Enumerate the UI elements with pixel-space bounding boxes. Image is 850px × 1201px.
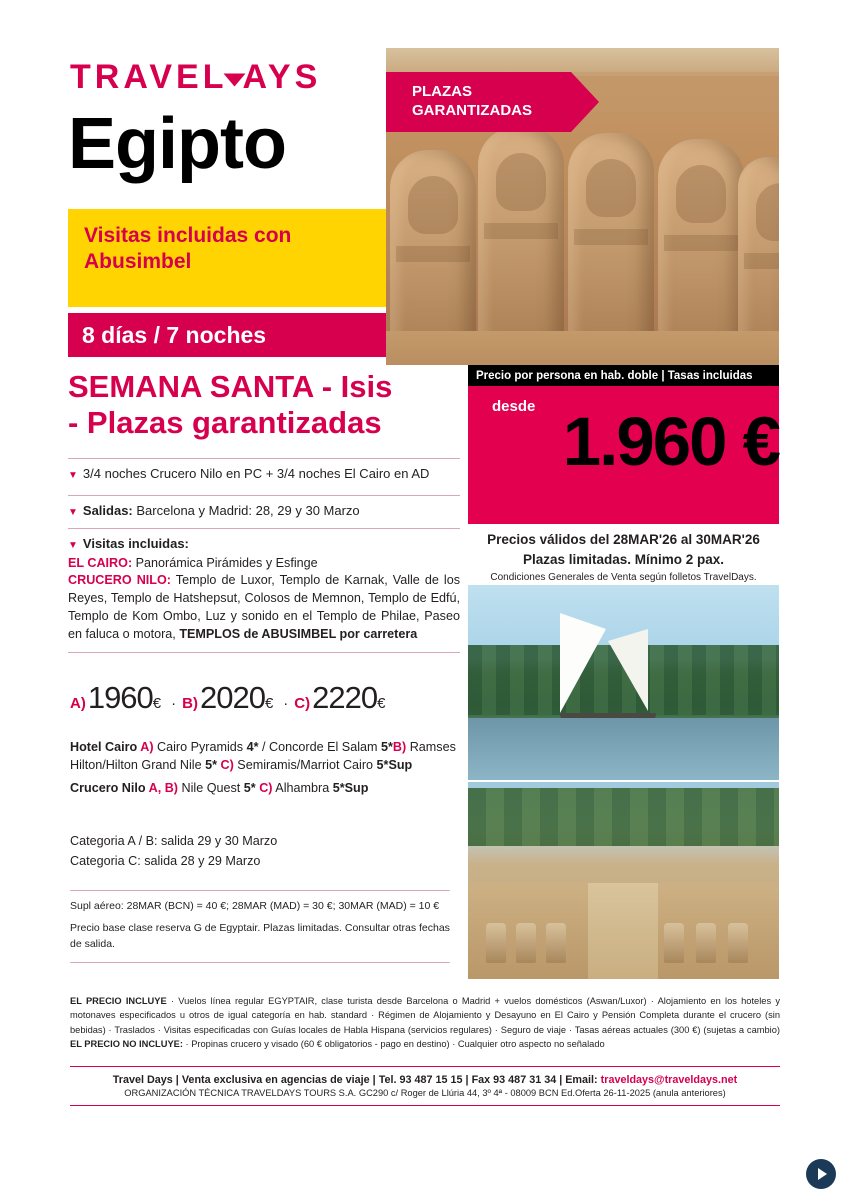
includes-paragraph — [70, 994, 780, 1052]
hotel-cairo-star-4: 5*Sup — [376, 758, 413, 773]
hotel-cairo-opt-c: C) — [217, 758, 234, 773]
includes-label: EL PRECIO INCLUYE — [70, 996, 167, 1006]
divider — [70, 890, 450, 891]
footer-rest: | Fax 93 487 31 34 | Email: — [462, 1074, 601, 1086]
divider — [70, 1066, 780, 1067]
price-option-label-b: B) — [182, 695, 198, 712]
triangle-icon — [224, 73, 246, 86]
supplement-line-1: Supl aéreo: 28MAR (BCN) = 40 €; 28MAR (MAD) = 30 €; 30MAR (MAD) = 10 € — [70, 900, 440, 912]
sphinx-statue — [728, 923, 748, 963]
play-icon[interactable] — [806, 1159, 836, 1189]
departures-value: Barcelona y Madrid: 28, 29 y 30 Marzo — [132, 503, 360, 518]
detail-nights-text: 3/4 noches Crucero Nilo en PC + 3/4 noches El Cairo en AD — [82, 466, 430, 481]
supplement-line-2: Precio base clase reserva G de Egyptair. Plazas limitadas. Consultar otras fechas de salida. — [70, 921, 450, 950]
hotel-cairo-star-3: 5* — [205, 758, 217, 773]
footer-phone: 93 487 15 15 — [399, 1074, 463, 1086]
hotel-cairo-line-3: Semiramis/Marriot Cairo — [233, 758, 377, 773]
visits-cruise-label: CRUCERO NILO: — [68, 573, 171, 588]
validity-line-1: Precios válidos del 28MAR'26 al 30MAR'26 — [487, 532, 760, 547]
footer-contact-line — [70, 1074, 780, 1086]
brand-logo — [70, 58, 321, 97]
divider — [70, 1105, 780, 1106]
hotels-block — [70, 738, 462, 797]
price-option-currency-b: € — [264, 695, 274, 712]
price-options-row — [70, 680, 470, 716]
highlight-line-1: Visitas incluidas con — [84, 224, 292, 247]
statue-figure — [478, 127, 564, 365]
cruise-text-2: Alhambra — [272, 780, 333, 795]
visits-cruise-text: Templo de Luxor, Templo de Karnak, Valle de los Reyes, Templo de Hatshepsut, Colosos de Memnon, Templo de Edfú, Templo de Kom Ombo, Luz y sonido en el Templo de Philae, Paseo en faluca o motora, — [68, 573, 460, 642]
hotel-cairo-text: Cairo Pyramids — [153, 740, 247, 754]
price-box — [468, 386, 779, 524]
visits-title: Visitas incluidas: — [82, 536, 189, 551]
flag-line-1: PLAZAS — [412, 83, 472, 101]
price-option-value-b: 2020 — [199, 680, 265, 715]
visits-cruise-highlight: TEMPLOS de ABUSIMBEL por carretera — [179, 627, 418, 642]
departures-label: Salidas: — [82, 503, 133, 518]
footer-company: Travel Days | Venta exclusiva en agencias de viaje | Tel. — [112, 1074, 400, 1086]
categories-block — [70, 831, 462, 871]
includes-text: · Vuelos línea regular EGYPTAIR, clase turista desde Barcelona o Madrid + vuelos domésticos (Aswan/Luxor) · Alojamiento en los hoteles y motonaves especificados u otros de igual categoría en hab. standard · Régimen de Alojamiento y Desayuno en El Cairo y Pensión Completa durante el crucero (sin bebidas) · Traslados · Visitas especificadas con Guías locales de Habla Hispana (servicios regulares) · Seguro de viaje · Tasas aéreas actuales (300 €) (sujetas a cambio) — [70, 996, 781, 1035]
price-option-currency-a: € — [152, 695, 162, 712]
page-title: Egipto — [68, 104, 286, 184]
bullet-icon: ▼ — [68, 540, 78, 551]
category-line-1: Categoria A / B: salida 29 y 30 Marzo — [70, 834, 278, 848]
guaranteed-places-flag — [386, 72, 571, 132]
water-layer — [468, 718, 779, 780]
price-option-label-a: A) — [70, 695, 86, 712]
cruise-line — [70, 779, 462, 797]
visits-cairo-label: EL CAIRO: — [68, 555, 133, 570]
excludes-label: EL PRECIO NO INCLUYE: — [70, 1039, 183, 1050]
offer-headline-line-2: - Plazas garantizadas — [68, 404, 382, 440]
cruise-text: Nile Quest — [178, 780, 244, 795]
detail-nights-block — [68, 458, 460, 483]
sphinx-avenue-photo — [468, 782, 779, 979]
supplements-block — [70, 890, 450, 963]
cruise-opt-ab: A, B) — [145, 780, 178, 795]
offer-headline-line-1: SEMANA SANTA - Isis — [68, 369, 393, 404]
sphinx-statue — [664, 923, 684, 963]
triangle-icon — [818, 1168, 827, 1180]
excludes-text: · Propinas crucero y visado (60 € obligatorios - pago en destino) · Cualquier otro aspecto no señalado — [182, 1039, 605, 1050]
footer — [70, 1066, 780, 1106]
cruise-title: Crucero Nilo — [70, 780, 146, 795]
cruise-star-1: 5* — [243, 780, 256, 795]
sail-shape — [560, 613, 606, 713]
price-option-value-a: 1960 — [87, 680, 153, 715]
sphinx-statue — [486, 923, 506, 963]
detail-departures-block — [68, 495, 460, 520]
duration-bar: 8 días / 7 noches — [68, 313, 386, 357]
palm-band — [468, 788, 779, 846]
footer-legal: ORGANIZACIÓN TÉCNICA TRAVELDAYS TOURS S.A. GC290 c/ Roger de Llúria 44, 3º 4ª - 08009 BCN Ed.Oferta 26-11-2025 (anula anteriores) — [124, 1088, 726, 1098]
brand-logo-text-1: TRAVEL — [70, 58, 228, 96]
divider — [70, 962, 450, 963]
sphinx-statue — [516, 923, 536, 963]
hotel-cairo-line-2: Ramses Hilton/Hilton Grand Nile — [70, 740, 456, 773]
separator-dot: · — [283, 695, 289, 712]
offer-headline — [68, 369, 460, 440]
visits-cairo — [68, 555, 460, 573]
category-line-2: Categoria C: salida 28 y 29 Marzo — [70, 854, 261, 869]
validity-block — [468, 530, 779, 583]
highlight-box — [68, 209, 386, 307]
hotel-cairo-star-1: 4* — [246, 740, 259, 754]
visits-cairo-text: Panorámica Pirámides y Esfinge — [132, 555, 318, 570]
detail-visits-block — [68, 528, 460, 653]
price-header-bar: Precio por persona en hab. doble | Tasas incluidas — [468, 365, 779, 386]
separator-dot: · — [171, 695, 177, 712]
sphinx-statue — [696, 923, 716, 963]
sand-layer — [386, 331, 779, 365]
highlight-line-2: Abusimbel — [84, 250, 192, 274]
bullet-icon: ▼ — [68, 470, 78, 481]
avenue-path — [588, 883, 658, 979]
validity-line-2: Plazas limitadas. Mínimo 2 pax. — [522, 551, 725, 567]
flag-notch-icon — [571, 72, 599, 132]
price-amount: 1.960 € — [562, 403, 779, 480]
hotel-cairo-star-2: 5* — [381, 740, 393, 754]
hotel-cairo-opt-b: B) — [392, 740, 407, 754]
divider — [68, 652, 460, 653]
brand-logo-text-2: AYS — [242, 58, 322, 96]
cruise-opt-c: C) — [255, 780, 273, 795]
flag-line-2: GARANTIZADAS — [412, 102, 532, 119]
hotel-cairo-line — [70, 738, 462, 775]
sail-shape — [608, 629, 648, 711]
hotel-cairo-text-2: / Concorde El Salam — [258, 740, 381, 754]
visits-cruise — [68, 572, 460, 644]
hotel-cairo-title: Hotel Cairo — [70, 740, 138, 754]
price-option-currency-c: € — [377, 695, 386, 712]
price-option-label-c: C) — [294, 695, 311, 712]
cruise-star-2: 5*Sup — [332, 780, 369, 795]
price-option-value-c: 2220 — [312, 680, 378, 715]
validity-line-3: Condiciones Generales de Venta según folletos TravelDays. — [490, 572, 757, 584]
hotel-cairo-opt-a: A) — [137, 740, 154, 754]
footer-email[interactable]: traveldays@traveldays.net — [600, 1074, 738, 1086]
felucca-nile-photo — [468, 585, 779, 780]
bullet-icon: ▼ — [68, 507, 78, 518]
price-desde-label: desde — [492, 398, 536, 415]
sphinx-statue — [546, 923, 566, 963]
